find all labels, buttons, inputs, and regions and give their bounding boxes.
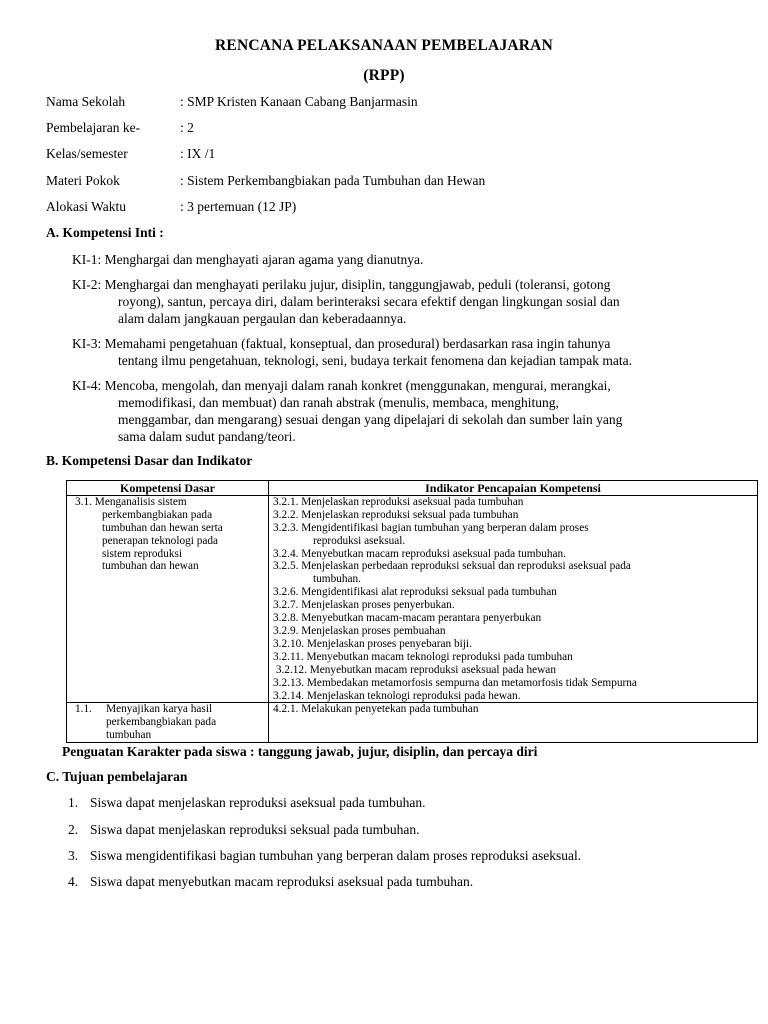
info-label: Nama Sekolah (46, 94, 126, 109)
indicator-item: 3.2.2. Menjelaskan reproduksi seksual pada tumbuhan (273, 508, 519, 521)
indicator-cell (269, 495, 758, 703)
ki-line: tentang ilmu pengetahuan, teknologi, seni, budaya terkait fenomena dan kejadian tampak mata. (118, 353, 632, 368)
info-value: : IX /1 (180, 146, 216, 161)
indicator-item: 3.2.6. Mengidentifikasi alat reproduksi seksual pada tumbuhan (273, 586, 557, 599)
indicator-item: 3.2.7. Menjelaskan proses penyerbukan. (273, 599, 455, 612)
indicator-item: 3.2.11. Menyebutkan macam teknologi reproduksi pada tumbuhan (273, 650, 573, 663)
character-strengthening: Penguatan Karakter pada siswa : tanggung jawab, jujur, disiplin, dan percaya diri (62, 744, 538, 759)
kd-cell (67, 703, 269, 743)
indicator-item: 3.2.14. Menjelaskan teknologi reproduksi pada hewan. (273, 689, 521, 702)
kd-line: penerapan teknologi pada (102, 534, 219, 547)
ki-line: KI-4: Mencoba, mengolah, dan menyaji dalam ranah konkret (menggunakan, mengurai, merangkai, (72, 378, 611, 393)
ki-2 (72, 276, 712, 327)
info-label: Kelas/semester (46, 146, 128, 161)
indicator-item: 3.2.10. Menjelaskan proses penyebaran biji. (273, 637, 472, 650)
table-row (67, 495, 758, 703)
kd-cell (67, 495, 269, 703)
ki-line: royong), santun, percaya diri, dalam berinteraksi secara efektif dengan lingkungan sosial dan (118, 294, 620, 309)
objective-number: 1. (68, 795, 79, 810)
kd-line: perkembangbiakan pada (102, 508, 213, 521)
objective-number: 3. (68, 848, 79, 863)
objective-number: 2. (68, 822, 79, 837)
table-row (67, 703, 758, 743)
indicator-item: 3.2.4. Menyebutkan macam reproduksi aseksual pada tumbuhan. (273, 547, 567, 560)
info-label: Alokasi Waktu (46, 199, 127, 214)
table-header-row (67, 481, 758, 496)
ki-line: sama dalam sudut pandang/teori. (118, 429, 296, 444)
indicator-item: 3.2.12. Menyebutkan macam reproduksi aseksual pada hewan (273, 663, 556, 676)
indicator-item: 3.2.1. Menjelaskan reproduksi aseksual pada tumbuhan (273, 495, 524, 508)
info-value: : 2 (180, 120, 194, 135)
indicator-item: 3.2.3. Mengidentifikasi bagian tumbuhan yang berperan dalam proses (273, 521, 589, 534)
info-value: : SMP Kristen Kanaan Cabang Banjarmasin (180, 94, 418, 109)
kd-line: sistem reproduksi (102, 547, 183, 560)
section-a-heading: A. Kompetensi Inti : (46, 225, 164, 240)
ki-line: KI-2: Menghargai dan menghayati perilaku jujur, disiplin, tanggungjawab, peduli (toleransi, gotong (72, 277, 611, 292)
ki-line: menggambar, dan mengarang) sesuai dengan yang dipelajari di sekolah dan sumber lain yang (118, 412, 623, 427)
objective-text: Siswa dapat menjelaskan reproduksi aseksual pada tumbuhan. (90, 795, 426, 810)
section-c-heading: C. Tujuan pembelajaran (46, 769, 188, 784)
objective-item (68, 848, 581, 864)
info-value: : Sistem Perkembangbiakan pada Tumbuhan dan Hewan (180, 173, 486, 188)
objective-text: Siswa dapat menjelaskan reproduksi seksual pada tumbuhan. (90, 822, 420, 837)
section-b-heading: B. Kompetensi Dasar dan Indikator (46, 453, 253, 468)
kd-text (71, 496, 264, 573)
indicator-item: tumbuhan. (313, 573, 362, 586)
objective-number: 4. (68, 874, 79, 889)
objective-text: Siswa dapat menyebutkan macam reproduksi aseksual pada tumbuhan. (90, 874, 474, 889)
kd-line: 1.1. Menyajikan karya hasil (75, 703, 213, 716)
document-title: RENCANA PELAKSANAAN PEMBELAJARAN (215, 37, 553, 54)
ki-line: alam dalam jangkauan pergaulan dan keberadaannya. (118, 311, 407, 326)
info-label: Pembelajaran ke- (46, 120, 141, 135)
info-value: : 3 pertemuan (12 JP) (180, 199, 297, 214)
kd-line: tumbuhan dan hewan (102, 560, 199, 573)
ki-3 (72, 335, 712, 369)
kd-line: perkembangbiakan pada (106, 716, 217, 729)
info-label: Materi Pokok (46, 173, 120, 188)
objective-item (68, 822, 420, 838)
column-header-kd: Kompetensi Dasar (67, 481, 269, 496)
objective-item (68, 874, 473, 890)
kd-line: 3.1. Menganalisis sistem (75, 495, 187, 508)
ki-line: memodifikasi, dan membuat) dan ranah abstrak (menulis, membaca, menghitung, (118, 395, 559, 410)
kd-text (71, 703, 264, 742)
objective-text: Siswa mengidentifikasi bagian tumbuhan yang berperan dalam proses reproduksi aseksual. (90, 848, 582, 863)
document-subtitle: (RPP) (363, 67, 405, 84)
objective-item (68, 795, 426, 811)
indicator-item: 4.2.1. Melakukan penyetekan pada tumbuhan (273, 703, 479, 716)
kd-line: tumbuhan (106, 729, 152, 742)
indicator-item: reproduksi aseksual. (313, 534, 406, 547)
indicator-item: 3.2.9. Menjelaskan proses pembuahan (273, 624, 446, 637)
ki-1 (72, 251, 712, 268)
indicator-item: 3.2.8. Menyebutkan macam-macam perantara penyerbukan (273, 612, 542, 625)
ki-line: KI-1: Menghargai dan menghayati ajaran agama yang dianutnya. (72, 252, 424, 267)
ki-4 (72, 377, 712, 445)
indicator-cell (269, 703, 758, 743)
column-header-indicator: Indikator Pencapaian Kompetensi (269, 481, 758, 496)
ki-line: KI-3: Memahami pengetahuan (faktual, konseptual, dan prosedural) berdasarkan rasa ingin tahunya (72, 336, 611, 351)
indicator-item: 3.2.5. Menjelaskan perbedaan reproduksi seksual dan reproduksi aseksual pada (273, 560, 631, 573)
indicator-item: 3.2.13. Membedakan metamorfosis sempurna dan metamorfosis tidak Sempurna (273, 676, 637, 689)
kd-indicator-table (66, 480, 758, 743)
kd-line: tumbuhan dan hewan serta (102, 521, 223, 534)
